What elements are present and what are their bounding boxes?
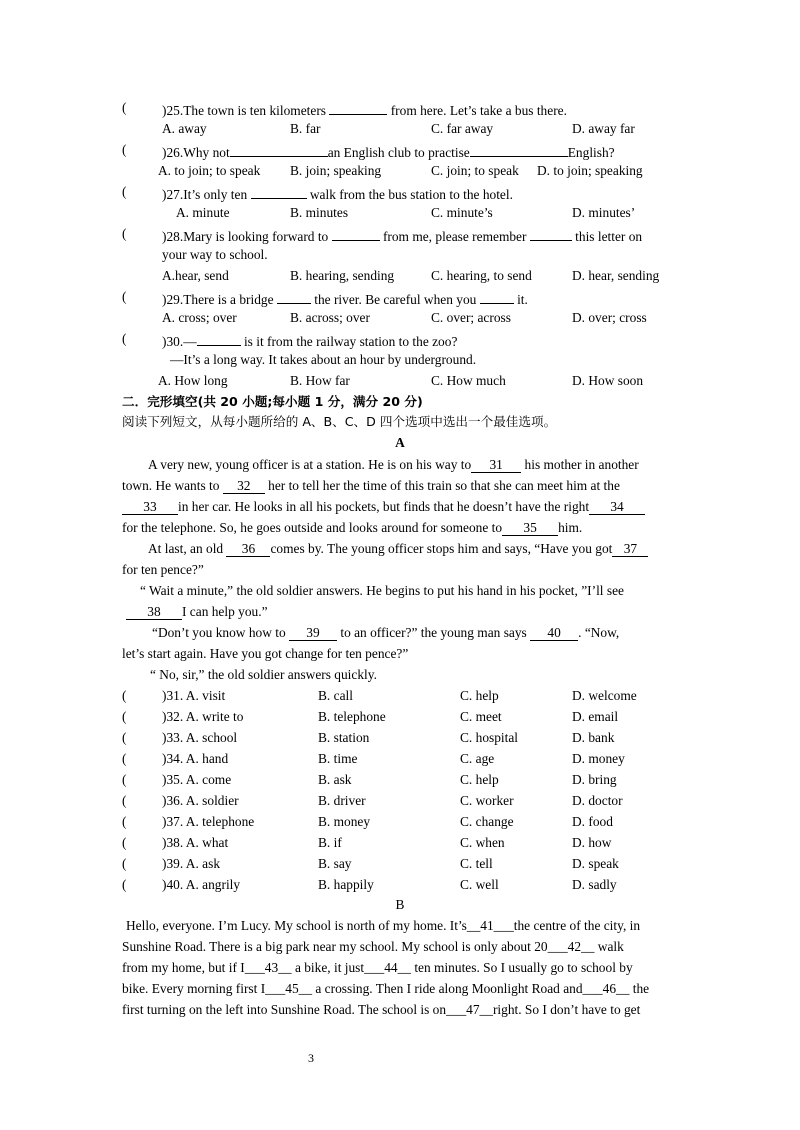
passage-a-line: town. He wants to 32 her to tell her the time of this train so that she can meet him at the [122,478,620,493]
option-a: A. minute [176,205,230,220]
option-d: D. minutes’ [572,205,636,220]
passage-b-line: Hello, everyone. I’m Lucy. My school is north of my home. It’s__41___the centre of the city, in [126,918,641,933]
option-b: B. How far [290,373,350,388]
question-stem: )25.The town is ten kilometers from here. Let’s take a bus there. [162,99,567,120]
option-d: D. over; cross [572,310,647,325]
question-stem: )27.It’s only ten walk from the bus station to the hotel. [162,183,513,204]
answer-paren: ( [122,331,127,346]
option-b: B. across; over [290,310,370,325]
section-instruction: 阅读下列短文，从每小题所给的 A、B、C、D 四个选项中选出一个最佳选项。 [122,414,557,429]
passage-a-line: “ No, sir,” the old soldier answers quickly. [150,667,377,682]
passage-a-line: At last, an old 36 comes by. The young officer stops him and says, “Have you got 37 [148,540,648,558]
passage-b-line: Sunshine Road. There is a big park near my school. My school is only about 20___42__ walk [122,939,624,954]
passage-b-label: B [395,897,405,912]
question-stem: )30.— is it from the railway station to the zoo? [162,330,457,351]
passage-a-line: 38 I can help you.” [126,603,268,621]
answer-paren: ( [122,289,127,304]
passage-a-line: A very new, young officer is at a station. He is on his way to 31 his mother in another [148,457,639,472]
answer-paren: ( [122,184,127,199]
passage-a-line: for the telephone. So, he goes outside and looks around for someone to 35 him. [122,520,583,535]
option-a: A. to join; to speak [158,163,261,178]
page-number: 3 [308,1051,314,1065]
passage-a-line: “Don’t you know how to 39 to an officer?” the young man says 40 . “Now, [152,625,620,640]
passage-b-line: bike. Every morning first I___45__ a crossing. Then I ride along Moonlight Road and___46__ the [122,981,650,996]
option-b: B. hearing, sending [290,268,395,283]
answer-paren: ( [122,226,127,241]
question-stem: )28.Mary is looking forward to from me, please remember this letter on [162,225,642,246]
option-d: D. How soon [572,373,644,388]
question-stem: )26.Why not an English club to practise English? [162,141,615,162]
option-d: D. to join; speaking [537,163,643,178]
passage-a-line: let’s start again. Have you got change for ten pence?” [122,646,409,661]
option-c: C. join; to speak [431,163,519,178]
option-b: B. minutes [290,205,349,220]
question-stem: )29.There is a bridge the river. Be careful when you it. [162,288,528,309]
option-d: D. away far [572,121,635,136]
passage-a-line: 33 in her car. He looks in all his pockets, but finds that he doesn’t have the right 34 [122,498,645,516]
option-a: A. away [162,121,207,136]
passage-b-line: from my home, but if I___43__ a bike, it just___44__ ten minutes. So I usually go to school by [122,960,633,975]
option-c: C. far away [431,121,494,136]
option-b: B. far [290,121,321,136]
option-a: A. cross; over [162,310,237,325]
section-title: 二．完形填空(共 20 小题;每小题 1 分，满分 20 分) [122,394,423,409]
option-a: A.hear, send [162,268,229,283]
passage-a-line: “ Wait a minute,” the old soldier answers. He begins to put his hand in his pocket, ”I’ll see [140,583,624,598]
option-a: A. How long [158,373,228,388]
option-b: B. join; speaking [290,163,382,178]
option-c: C. over; across [431,310,511,325]
option-c: C. How much [431,373,506,388]
passage-a-label: A [395,435,405,450]
passage-a-line: for ten pence?” [122,562,204,577]
option-d: D. hear, sending [572,268,660,283]
passage-b-line: first turning on the left into Sunshine Road. The school is on___47__right. So I don’t have to get [122,1002,641,1017]
option-c: C. minute’s [431,205,493,220]
answer-paren: ( [122,100,127,115]
option-c: C. hearing, to send [431,268,532,283]
answer-paren: ( [122,142,127,157]
